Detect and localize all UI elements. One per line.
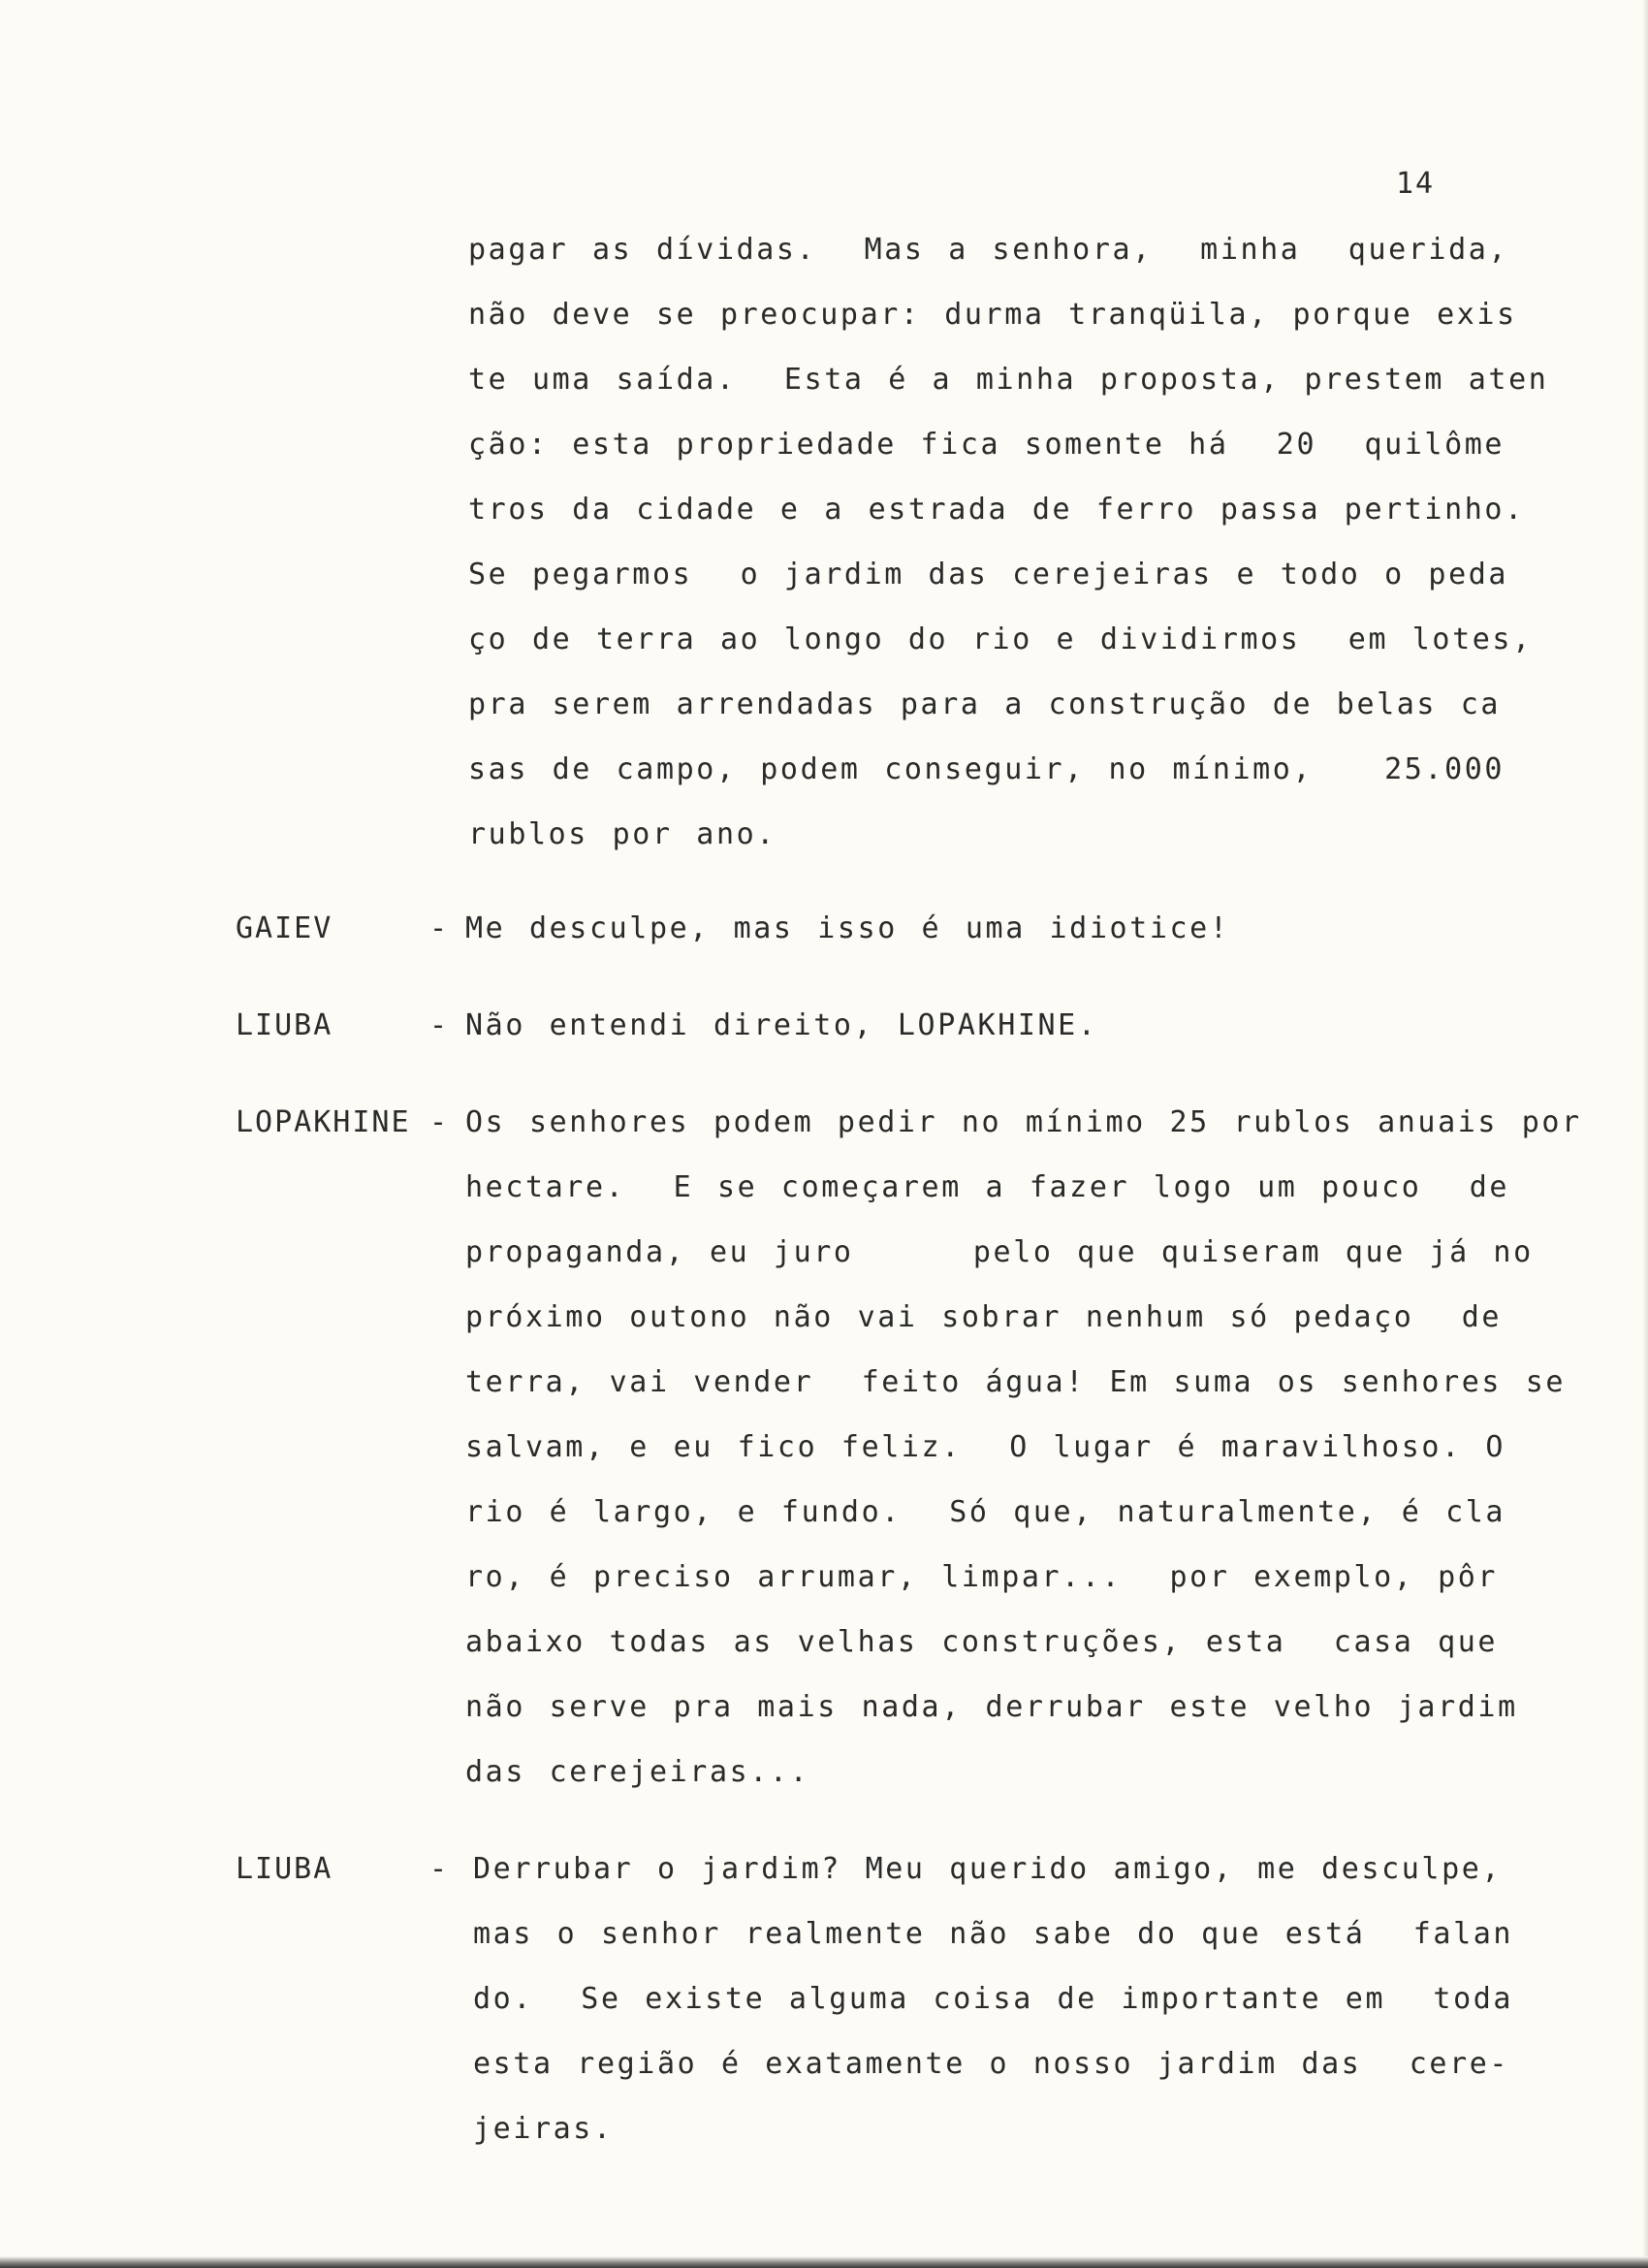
dialogue-line: Derrubar o jardim? Meu querido amigo, me desculpe, xyxy=(473,1852,1503,1886)
dialogue-line: não serve pra mais nada, derrubar este velho jardim xyxy=(465,1690,1518,1724)
dialogue-line: Não entendi direito, LOPAKHINE. xyxy=(465,1008,1098,1042)
dialogue-line: mas o senhor realmente não sabe do que está falan xyxy=(473,1917,1514,1951)
speaker-name: LOPAKHINE xyxy=(236,1105,411,1139)
text-line: Se pegarmos o jardim das cerejeiras e todo o peda xyxy=(468,558,1509,591)
page-edge-shadow xyxy=(1642,0,1648,2268)
dialogue-dash: - xyxy=(429,1852,448,1886)
dialogue-line: terra, vai vender feito água! Em suma os senhores se xyxy=(465,1365,1567,1399)
text-line: rublos por ano. xyxy=(468,817,776,851)
scan-bottom-edge xyxy=(0,2256,1648,2268)
dialogue-line: das cerejeiras... xyxy=(465,1755,810,1789)
dialogue-line: salvam, e eu fico feliz. O lugar é maravilhoso. O xyxy=(465,1430,1506,1464)
text-line: tros da cidade e a estrada de ferro passa pertinho. xyxy=(468,493,1525,527)
text-line: pagar as dívidas. Mas a senhora, minha querida, xyxy=(468,233,1509,267)
dialogue-line: propaganda, eu juro pelo que quiseram que já no xyxy=(465,1235,1534,1269)
dialogue-line: esta região é exatamente o nosso jardim das cere- xyxy=(473,2047,1510,2081)
dialogue-line: próximo outono não vai sobrar nenhum só pedaço de xyxy=(465,1300,1503,1334)
dialogue-line: Me desculpe, mas isso é uma idiotice! xyxy=(465,911,1230,945)
dialogue-line: Os senhores podem pedir no mínimo 25 rublos anuais por xyxy=(465,1105,1582,1139)
dialogue-dash: - xyxy=(429,911,448,945)
speaker-name: LIUBA xyxy=(236,1008,333,1042)
dialogue-line: hectare. E se começarem a fazer logo um pouco de xyxy=(465,1170,1510,1204)
text-line: ção: esta propriedade fica somente há 20 quilôme xyxy=(468,428,1505,462)
page-number: 14 xyxy=(1396,167,1436,201)
dialogue-dash: - xyxy=(429,1008,448,1042)
text-line: te uma saída. Esta é a minha proposta, prestem aten xyxy=(468,363,1549,397)
text-line: sas de campo, podem conseguir, no mínimo, 25.000 xyxy=(468,752,1505,786)
text-line: ço de terra ao longo do rio e dividirmos em lotes, xyxy=(468,623,1533,656)
text-line: não deve se preocupar: durma tranqüila, porque exis xyxy=(468,298,1517,332)
dialogue-line: jeiras. xyxy=(473,2112,614,2146)
speaker-name: LIUBA xyxy=(236,1852,333,1886)
speaker-name: GAIEV xyxy=(236,911,333,945)
dialogue-line: rio é largo, e fundo. Só que, naturalmente, é cla xyxy=(465,1495,1506,1529)
dialogue-line: abaixo todas as velhas construções, esta casa que xyxy=(465,1625,1499,1659)
dialogue-line: do. Se existe alguma coisa de importante em toda xyxy=(473,1982,1514,2016)
dialogue-line: ro, é preciso arrumar, limpar... por exemplo, pôr xyxy=(465,1560,1499,1594)
dialogue-dash: - xyxy=(429,1105,448,1139)
text-line: pra serem arrendadas para a construção de belas ca xyxy=(468,687,1502,721)
